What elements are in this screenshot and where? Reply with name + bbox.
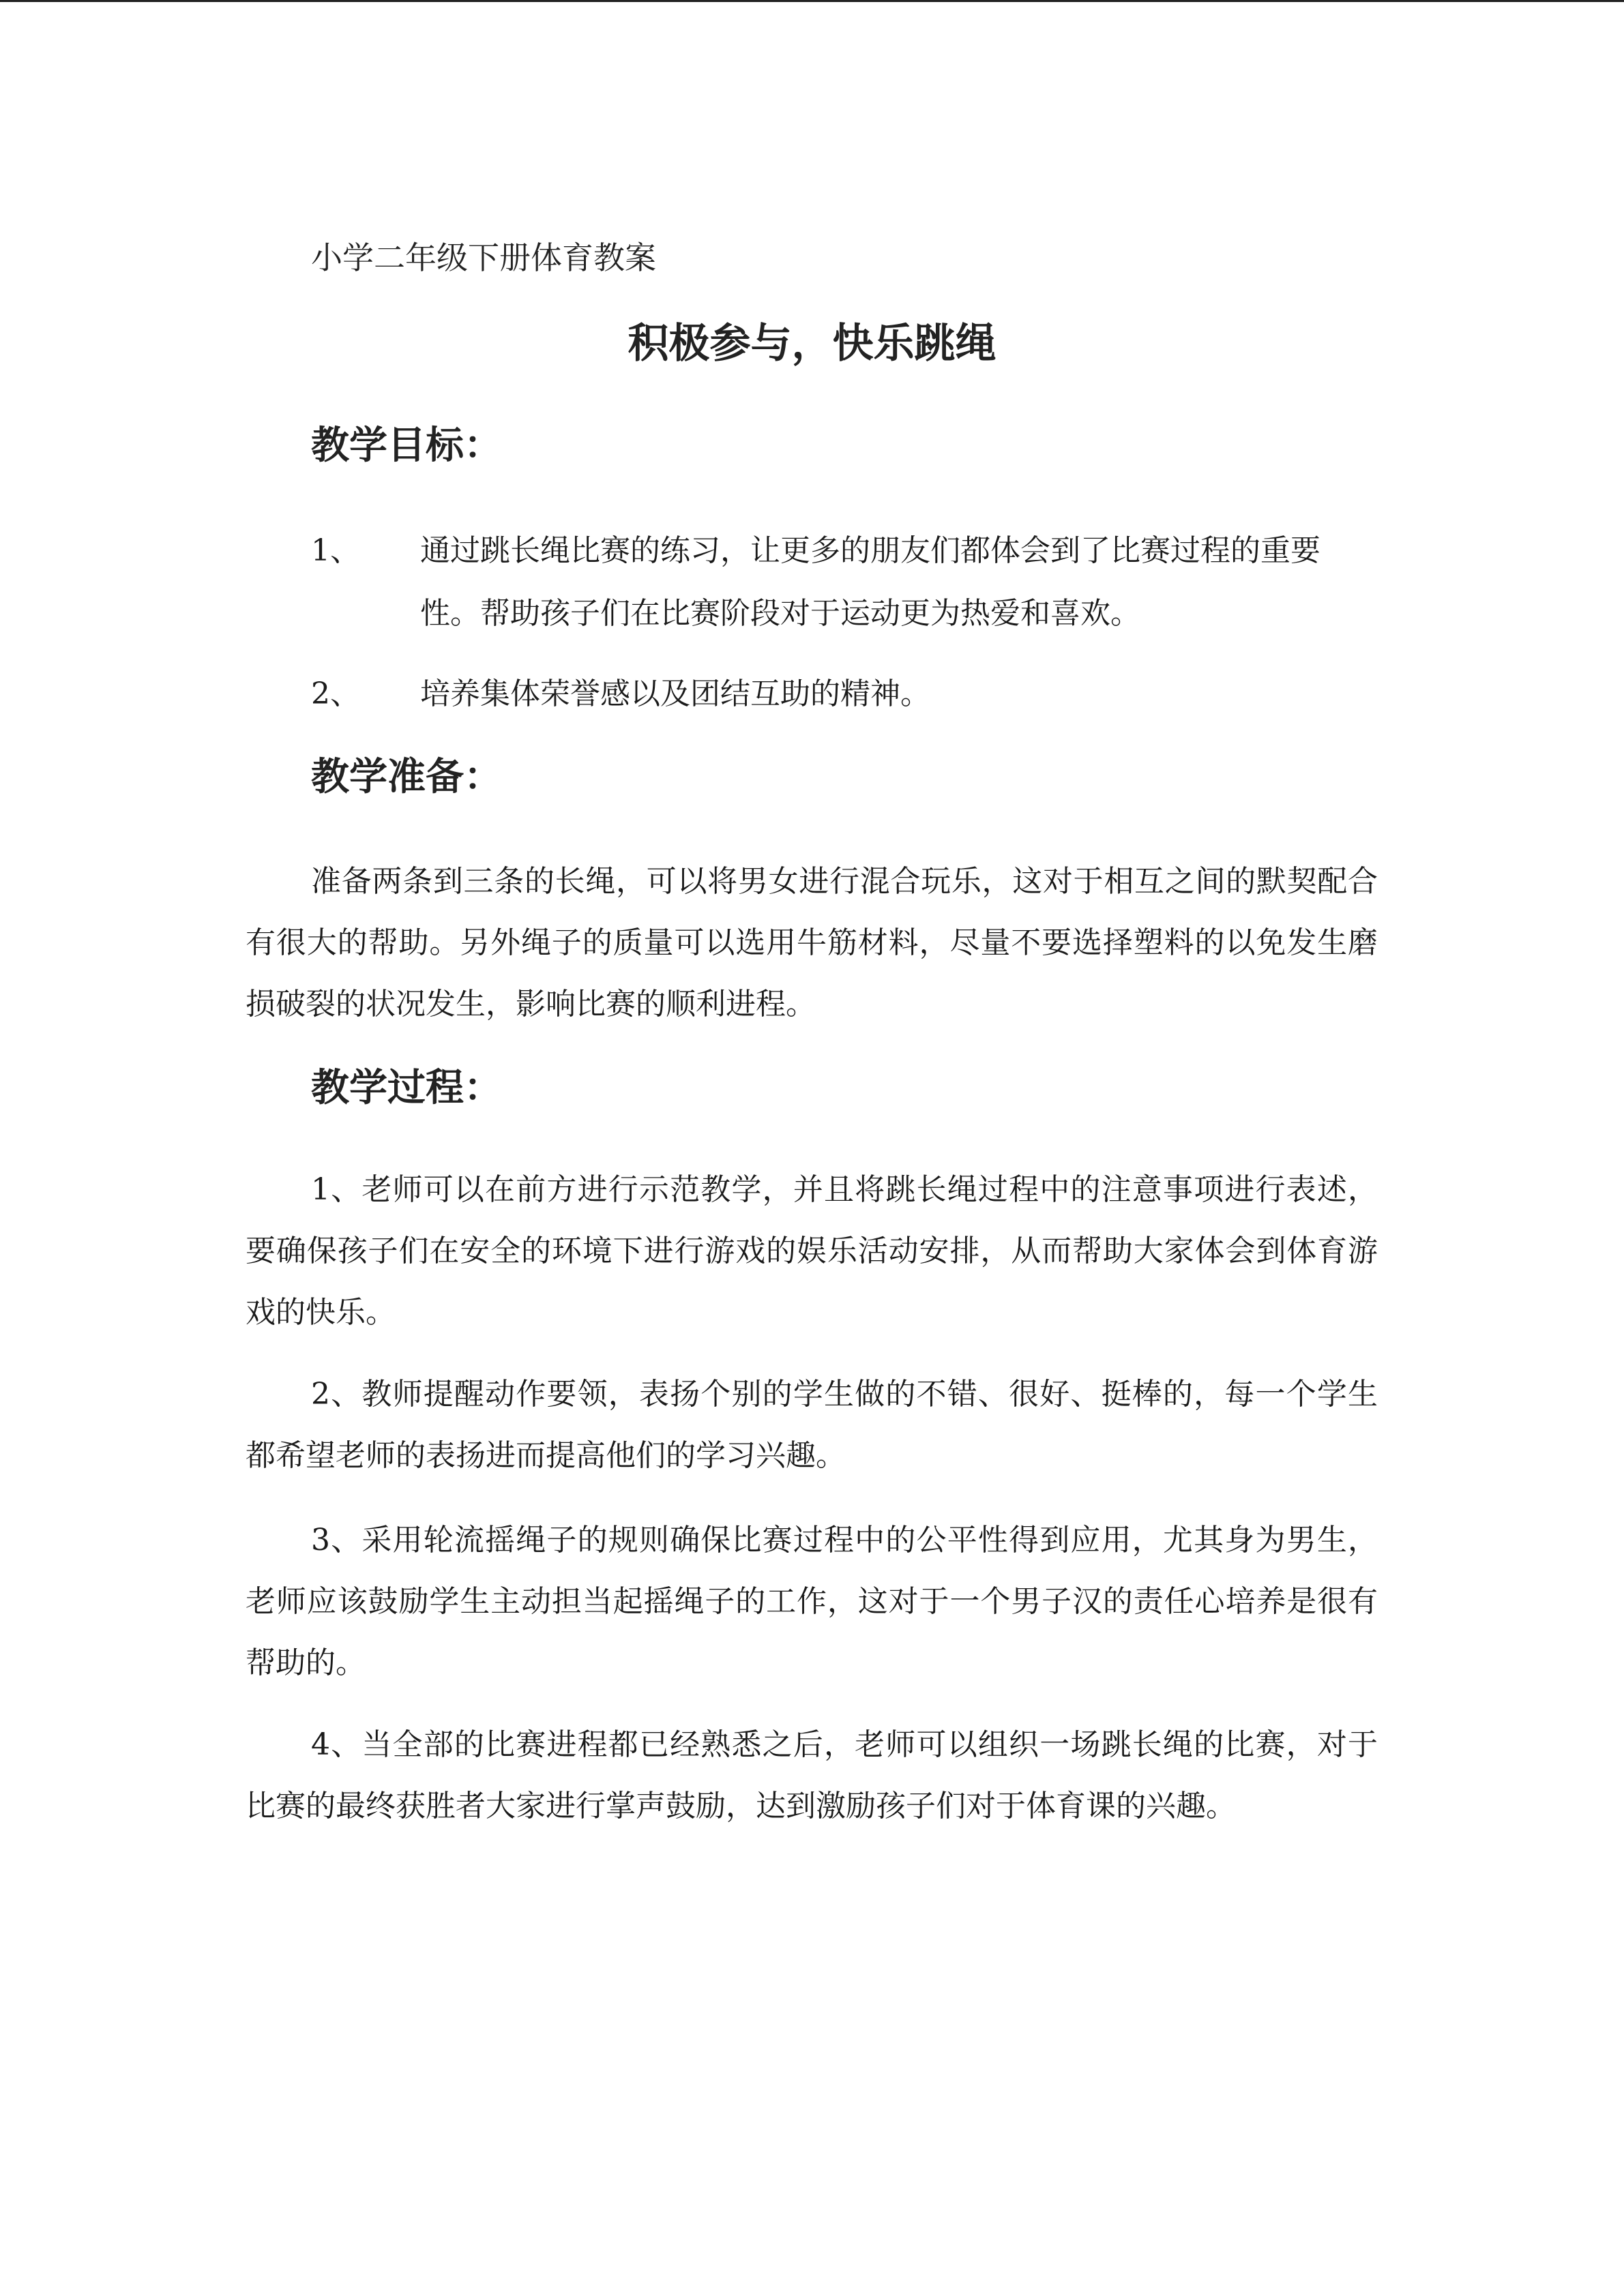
- process-heading: 教学过程：: [311, 1066, 502, 1110]
- goal-item-number: 1、: [311, 533, 360, 568]
- document-title: 积极参与，快乐跳绳: [628, 320, 996, 368]
- goal-item-number: 2、: [311, 676, 360, 711]
- process-paragraph: 2、教师提醒动作要领，表扬个别的学生做的不错、很好、挺棒的，每一个学生都希望老师的表扬进而提高他们的学习兴趣。: [246, 1377, 1378, 1473]
- goals-heading: 教学目标：: [311, 423, 502, 468]
- document-header-label: 小学二年级下册体育教案: [311, 239, 656, 276]
- process-paragraph: 4、当全部的比赛进程都已经熟悉之后，老师可以组织一场跳长绳的比赛，对于比赛的最终获胜者大家进行掌声鼓励，达到激励孩子们对于体育课的兴趣。: [246, 1727, 1378, 1823]
- preparation-paragraph: 准备两条到三条的长绳，可以将男女进行混合玩乐，这对于相互之间的默契配合有很大的帮助。另外绳子的质量可以选用牛筋材料，尽量不要选择塑料的以免发生磨损破裂的状况发生，影响比赛的顺利进程。: [246, 864, 1378, 1022]
- process-paragraph: 1、老师可以在前方进行示范教学，并且将跳长绳过程中的注意事项进行表述，要确保孩子们在安全的环境下进行游戏的娱乐活动安排，从而帮助大家体会到体育游戏的快乐。: [246, 1172, 1378, 1330]
- process-paragraph: 3、采用轮流摇绳子的规则确保比赛过程中的公平性得到应用，尤其身为男生，老师应该鼓励学生主动担当起摇绳子的工作，这对于一个男子汉的责任心培养是很有帮助的。: [246, 1523, 1378, 1680]
- preparation-heading: 教学准备：: [311, 755, 502, 799]
- goal-item-text: 通过跳长绳比赛的练习，让更多的朋友们都体会到了比赛过程的重要性。帮助孩子们在比赛阶段对于运动更为热爱和喜欢。: [420, 533, 1320, 631]
- goal-item-text: 培养集体荣誉感以及团结互助的精神。: [420, 676, 930, 711]
